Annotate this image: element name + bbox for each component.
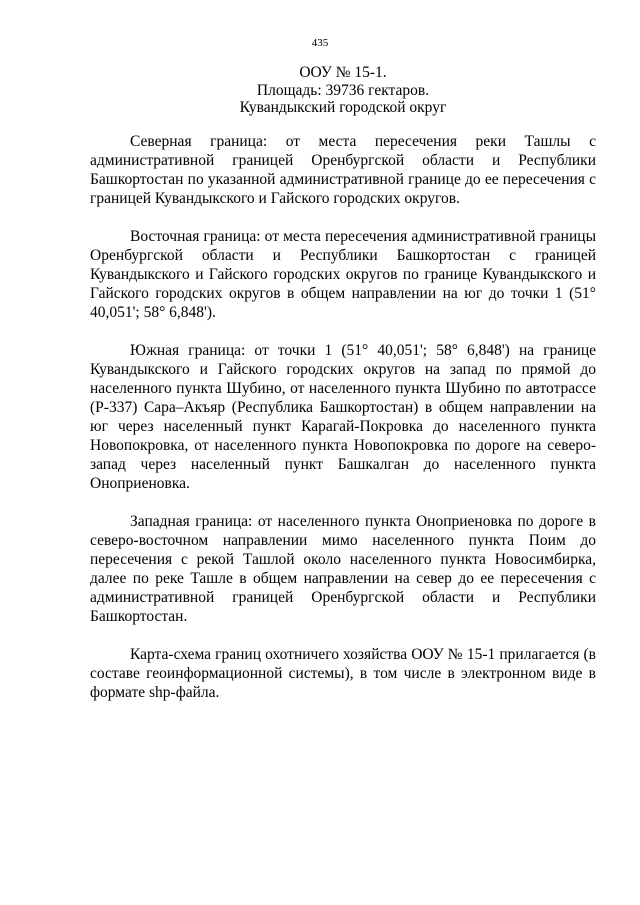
page-number: 435 bbox=[311, 37, 329, 49]
paragraph-south-border: Южная граница: от точки 1 (51° 40,051'; 58° 6,848') на границе Кувандыкского и Гайского городских округов на запад по прямой до населенного пункта Шубино, от населенного пункта Шубино по автотрассе (Р-337) Сара–Акъяр (Республика Башкортостан) в общем направлении на юг через населенный пункт Карагай-Покровка до населенного пункта Новопокровка, от населенного пункта Новопокровка по дороге на северо-запад через населенный пункт Башкалган до населенного пункта Оноприеновка. bbox=[90, 342, 596, 492]
heading-area: Площадь: 39736 гектаров. bbox=[256, 81, 430, 99]
paragraph-west-border: Западная граница: от населенного пункта Оноприеновка по дороге в северо-восточном направлении мимо населенного пункта Поим до пересечения с рекой Ташлой около населенного пункта Новосимбирка, далее по реке Ташле в общем направлении на север до ее пересечения с административной границей Оренбургской области и Республики Башкортостан. bbox=[90, 513, 596, 625]
paragraph-north-border: Северная граница: от места пересечения реки Ташлы с административной границей Оренбургской области и Республики Башкортостан по указанной административной границе до ее пересечения с границей Кувандыкского и Гайского городских округов. bbox=[90, 133, 596, 207]
document-heading bbox=[90, 64, 596, 117]
heading-district: Кувандыкский городской округ bbox=[239, 99, 447, 116]
paragraph-east-border: Восточная граница: от места пересечения административной границы Оренбургской области и Республики Башкортостан с границей Кувандыкского и Гайского городских округов по границе Кувандыкского и Гайского городских округов в общем направлении на юг до точки 1 (51° 40,051'; 58° 6,848'). bbox=[90, 228, 596, 321]
paragraph-map-note: Карта-схема границ охотничего хозяйства ООУ № 15-1 прилагается (в составе геоинформационной системы), в том числе в электронном виде в формате shp-файла. bbox=[90, 646, 596, 701]
document-body bbox=[90, 132, 596, 721]
heading-title: ООУ № 15-1. bbox=[299, 64, 387, 81]
